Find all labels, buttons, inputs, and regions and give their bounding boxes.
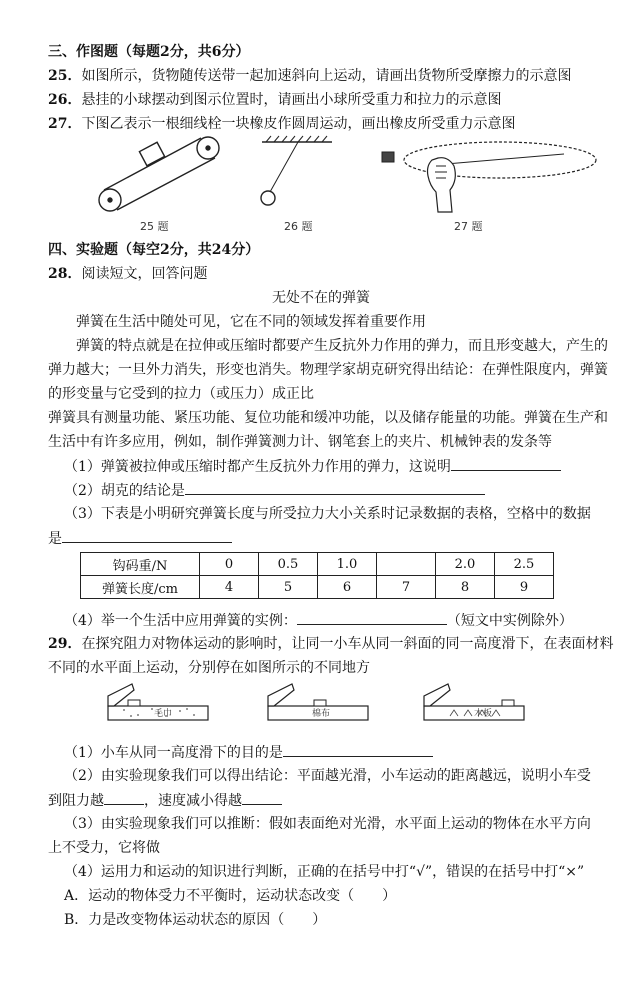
q28-sub4-blank[interactable] [297, 610, 447, 625]
q26-number: 26． [48, 92, 82, 108]
table-cell: 5 [259, 576, 318, 599]
article-p3-line1: 弹簧具有测量功能、紧压功能、复位功能和缓冲功能，以及储存能量的功能。弹簧在生产和 [48, 410, 608, 426]
q28-sub3-text: 是 [48, 531, 62, 547]
surface-label-cotton: 棉布 [312, 709, 331, 719]
question-28 [48, 264, 207, 284]
circular-motion-figure [372, 134, 602, 218]
q28-sub2-blank[interactable] [185, 480, 485, 495]
question-27 [48, 114, 515, 134]
q27-number: 27． [48, 116, 82, 132]
q29-sub4: （4）运用力和运动的知识进行判断，正确的在括号中打“√”，错误的在括号中打“×” [64, 864, 585, 880]
q28-sub4-tail: （短文中实例除外） [446, 613, 573, 629]
question-29-line2: 不同的水平面上运动，分别停在如图所示的不同地方 [48, 660, 370, 676]
question-25 [48, 66, 571, 86]
q29-text-l1: 在探究阻力对物体运动的影响时，让同一小车从同一斜面的同一高度滑下，在表面材料 [81, 636, 614, 652]
question-29-line1 [48, 634, 613, 654]
table-cell: 6 [318, 576, 377, 599]
table-cell: 7 [377, 576, 436, 599]
q29-sub2-line2 [48, 790, 282, 811]
table-cell: 0 [200, 553, 259, 576]
q29-sub2-blank-a[interactable] [104, 790, 144, 805]
q29-number: 29． [48, 636, 82, 652]
article-p2-line2: 弹力越大；一旦外力消失，形变也消失。物理学家胡克研究得出结论：在弹性限度内，弹簧 [48, 362, 608, 378]
q29-sub2-blank-b[interactable] [242, 790, 282, 805]
question-26 [48, 90, 501, 110]
pendulum-figure [258, 134, 338, 218]
section-4-title: 四、实验题（每空2分，共24分） [48, 242, 260, 258]
q29-sub3-text: 上不受力，它将做 [48, 840, 160, 856]
q28-number: 28． [48, 266, 82, 282]
q28-intro: 阅读短文，回答问题 [81, 266, 208, 282]
q29-sub2-line1: （2）由实验现象我们可以得出结论：平面越光滑，小车运动的距离越远，说明小车受 [64, 768, 591, 784]
q28-sub1 [64, 456, 561, 477]
q28-sub3-line1: （3）下表是小明研究弹簧长度与所受拉力大小关系时记录数据的表格，空格中的数据 [64, 506, 591, 522]
q28-sub2-text: （2）胡克的结论是 [64, 483, 185, 499]
table-row [81, 553, 554, 576]
article-p2-line1: 弹簧的特点就是在拉伸或压缩时都要产生反抗外力作用的弹力，而且形变越大，产生的 [76, 338, 608, 354]
q29-sub1-blank[interactable] [283, 742, 433, 757]
q29-sub1 [64, 742, 433, 763]
conveyor-belt-figure [90, 132, 230, 222]
q29-sub3-blank[interactable] [160, 838, 280, 852]
q28-sub4 [64, 610, 573, 631]
article-p2-line3: 的形变量与它受到的拉力（或压力）成正比 [48, 386, 314, 402]
surface-label-wood: 木板 [474, 709, 493, 719]
q28-sub2 [64, 480, 485, 501]
table-cell: 8 [436, 576, 495, 599]
q28-sub3-blank[interactable] [62, 528, 232, 543]
q29-sub2-text-b: ，速度减小得越 [144, 793, 242, 809]
q29-option-b: B．力是改变物体运动状态的原因（ ） [64, 912, 327, 928]
table-cell: 4 [200, 576, 259, 599]
table-cell: 1.0 [318, 553, 377, 576]
article-p3-line2: 生活中有许多应用，例如，制作弹簧测力计、钢笔套上的夹片、机械钟表的发条等 [48, 434, 552, 450]
q29-sub3-line1: （3）由实验现象我们可以推断：假如表面绝对光滑，水平面上运动的物体在水平方向 [64, 816, 591, 832]
caption-27: 27 题 [454, 220, 483, 233]
table-cell: 2.0 [436, 553, 495, 576]
q25-text: 如图所示，货物随传送带一起加速斜向上运动，请画出货物所受摩擦力的示意图 [81, 68, 572, 84]
q28-sub1-text: （1）弹簧被拉伸或压缩时都产生反抗外力作用的弹力，这说明 [64, 459, 451, 475]
table-row [81, 576, 554, 599]
caption-26: 26 题 [284, 220, 313, 233]
ramp-wood-figure [420, 680, 526, 736]
surface-label-towel: 毛巾 [154, 709, 173, 719]
q29-sub2-text-a: 到阻力越 [48, 793, 104, 809]
article-p1: 弹簧在生活中随处可见，它在不同的领域发挥着重要作用 [76, 314, 426, 330]
q26-text: 悬挂的小球摆动到图示位置时，请画出小球所受重力和拉力的示意图 [81, 92, 502, 108]
table-cell: 弹簧长度/cm [81, 576, 200, 599]
spring-data-table [80, 552, 554, 599]
table-cell: 9 [495, 576, 554, 599]
article-title: 无处不在的弹簧 [272, 290, 370, 306]
table-cell: 钩码重/N [81, 553, 200, 576]
q28-sub3-line2 [48, 528, 232, 549]
q29-sub3-line2 [48, 838, 280, 858]
table-cell-blank[interactable] [377, 553, 436, 576]
q28-sub1-blank[interactable] [451, 456, 561, 471]
table-cell: 0.5 [259, 553, 318, 576]
q29-option-a: A．运动的物体受力不平衡时，运动状态改变（ ） [64, 888, 397, 904]
q29-sub1-text: （1）小车从同一高度滑下的目的是 [64, 745, 283, 761]
caption-25: 25 题 [140, 220, 169, 233]
q27-text: 下图乙表示一根细线栓一块橡皮作圆周运动，画出橡皮所受重力示意图 [81, 116, 516, 132]
table-cell: 2.5 [495, 553, 554, 576]
q25-number: 25． [48, 68, 82, 84]
q28-sub4-text: （4）举一个生活中应用弹簧的实例： [64, 613, 297, 629]
section-3-title: 三、作图题（每题2分，共6分） [48, 44, 250, 60]
